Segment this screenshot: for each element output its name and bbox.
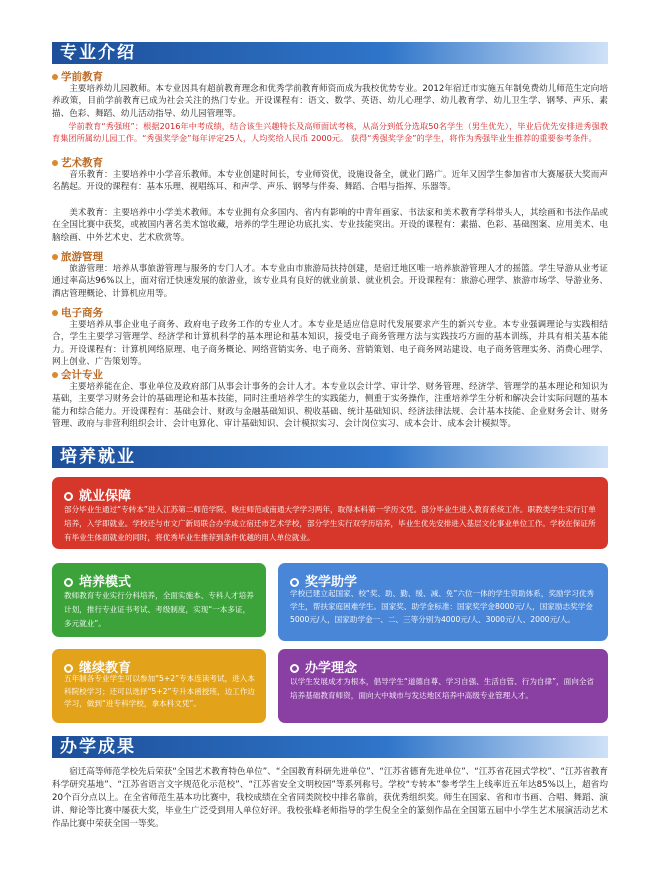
section-header-intro [52,42,608,64]
card-body-model: 教师教育专业实行分科培养，全面实施本、专科人才培养计划，推行专业证书考试、考级制度，实现“一本多证，多元就业”。 [64,591,254,628]
major-title-ecommerce: 电子商务 [52,305,103,320]
card-title-guarantee: 就业保障 [64,485,131,504]
card-training-model [52,563,266,637]
bullet-icon [52,254,58,260]
bullet-icon [52,160,58,166]
major-title-preschool: 学前教育 [52,69,103,84]
card-body-philosophy: 以学生发展成才为根本，倡导学生“道德自尊、学习自强、生活自管、行为自律”，面向全省培养基础教育师资，面向大中城市与发达地区培养中高级专业管理人才。 [290,677,595,700]
card-body-further: 五年制各专业学生可以参加“5+2”专本连读考试，进入本科院校学习；还可以选择“5+2”专升本函授班，边工作边学习，做到“进专科学校，拿本科文凭”。 [64,674,255,708]
tourism-desc: 旅游管理：培养从事旅游管理与服务的专门人才。本专业由市旅游局扶持创建，是宿迁地区唯一培养旅游管理人才的摇篮。学生导游从业考证通过率高达96%以上，面对宿迁快速发展的旅游业，该专业具有良好的就业前景、就业机会。开设课程有：旅游心理学、旅游市场学、导游业务、酒店管理概论、计算机应用等。 [52,264,608,299]
arts-music-desc: 音乐教育：主要培养中小学音乐教师。本专业创建时间长，专业师资优，设施设备全，就业门路广。近年又因学生参加省市大赛屡获大奖而声名鹊起。开设的课程有：基本乐理、视唱练耳、和声学、声乐、钢琴与伴奏、舞蹈、合唱与指挥、乐器等。 [52,170,608,193]
card-body-aid: 学校已建立起国家、校“奖、助、勤、缓、减、免”六位一体的学生资助体系，奖励学习优秀学生，帮扶家庭困难学生。国家奖、助学金标准：国家奖学金8000元/人，国家励志奖学金5000元/人，国家助学金一、二、三等分别为4000元/人、3000元/人、2000元/人。 [290,589,595,624]
major-title-accounting: 会计专业 [52,367,103,382]
section-header-employment [52,446,608,468]
card-title-aid: 奖学助学 [290,571,357,590]
arts-fine-desc: 美术教育：主要培养中小学美术教师。本专业拥有众多国内、省内有影响的中青年画家、书法家和美术教育学科带头人，其绘画和书法作品或在全国比赛中获奖，或被国内著名美术馆收藏，培养的学生理论功底扎实、专业技能突出。开设的课程有：素描、色彩、基础图案、应用美术、电脑绘画、中外艺术史、艺术欣赏等。 [52,208,608,243]
card-title-further: 继续教育 [64,657,131,676]
major-title-tourism: 旅游管理 [52,249,103,264]
circle-icon [64,492,73,501]
bullet-icon [52,74,58,80]
circle-icon [290,578,299,587]
card-school-philosophy [278,649,608,723]
results-text: 宿迁高等师范学校先后荣获“全国艺术教育特色单位”、“全国教育科研先进单位”、“江苏省德育先进单位”、“江苏省花园式学校”、“江苏省教育科学研究基地”、“江苏省语言文字规范化示范校”、“江苏省安全文明校园”等系列称号。学校“专转本”参考学生上线率近五年达85%以上，超省均20个百分点以上。在全省师范生基本功比赛中，我校成绩在全省同类院校中排名靠前，获优秀组织奖。师生在国家、省和市书画、合唱、舞蹈、演讲、辩论等比赛中屡获大奖，毕业生广泛受到用人单位好评。我校张峰老师指导的学生倪全全的篆刻作品在全国第五届中小学生艺术展演活动艺术作品比赛中荣获全国一等奖。 [52,767,608,829]
ecommerce-desc: 主要培养从事企业电子商务、政府电子政务工作的专业人才。本专业是适应信息时代发展要求产生的新兴专业。本专业强调理论与实践相结合，学生主要学习管理学、经济学和计算机科学的基本理论和基本知识，接受电子商务管理方法与实践技巧方面的基本训练，并具有相关基本能力。开设课程有：计算机网络原理、电子商务概论、网络营销实务、电子商务、营销策划、电子商务网站建设、电子商务管理实务、消费心理学、网上创业、广告策划等。 [52,320,608,368]
accounting-desc: 主要培养能在企、事业单位及政府部门从事会计事务的会计人才。本专业以会计学、审计学、财务管理、经济学、管理学的基本理论和知识为基础，主要学习财务会计的基础理论和基本技能，同时注重培养学生的实践能力，侧重于实务操作，注重培养学生分析和解决会计实际问题的基本能力和综合能力。开设课程有：基础会计、财政与金融基础知识、税收基础、统计基础知识、经济法律法规、会计基本技能、企业财务会计、财务管理、政府与非营利组织会计、会计电算化、审计基础知识、会计模拟实习、会计岗位实习、成本会计、成本会计模拟等。 [52,382,608,430]
section-title-intro: 专业介绍 [60,43,136,63]
card-continuing-education [52,649,266,723]
preschool-desc: 主要培养幼儿园教师。本专业因具有超前教育理念和优秀学前教育师资而成为我校优势专业。2012年宿迁市实施五年制免费幼儿师范生定向培养政策，目前学前教育已成为社会关注的热门专业。开设课程有：语文、数学、英语、幼儿心理学、幼儿教育学、幼儿卫生学、钢琴、声乐、素描、色彩、舞蹈、幼儿活动指导、幼儿园管理等。 [52,84,608,119]
card-body-guarantee: 部分毕业生通过“专转本”进入江苏第二师范学院、晓庄师范或南通大学学习两年，取得本科第一学历文凭。部分毕业生进入教育系统工作。职教类学生实行订单培养，入学即就业。学校还与市文广新局联合办学成立宿迁市艺术学校，部分学生实行双学历培养，毕业生优先安排进入基层文化事业单位工作。学校在保证所有毕业生体面就业的同时，将优秀毕业生推荐到条件优越的用人单位就业。 [64,505,596,542]
circle-icon [64,664,73,673]
circle-icon [290,664,299,673]
major-title-arts: 艺术教育 [52,155,103,170]
section-title-results: 办学成果 [60,737,136,757]
bullet-icon [52,310,58,316]
card-scholarship-aid [278,563,608,641]
card-title-model: 培养模式 [64,571,131,590]
preschool-xiuqiang: 学前教育“秀强班”：根据2016年中考成绩，结合该生兴趣特长及高师面试考核，从高分到低分选取50名学生（男生优先），毕业后优先安排进秀强教育集团所属幼儿园工作。“秀强奖学金”每年评定25人，人均奖给人民币 2000元。 获得“秀强奖学金”的学生，将作为秀强毕业生推荐的重要参考条件。 [52,121,608,143]
bullet-icon [52,372,58,378]
card-title-philosophy: 办学理念 [290,657,357,676]
section-title-employment: 培养就业 [60,447,136,467]
circle-icon [64,578,73,587]
card-employment-guarantee [52,477,608,549]
section-header-results [52,736,608,758]
